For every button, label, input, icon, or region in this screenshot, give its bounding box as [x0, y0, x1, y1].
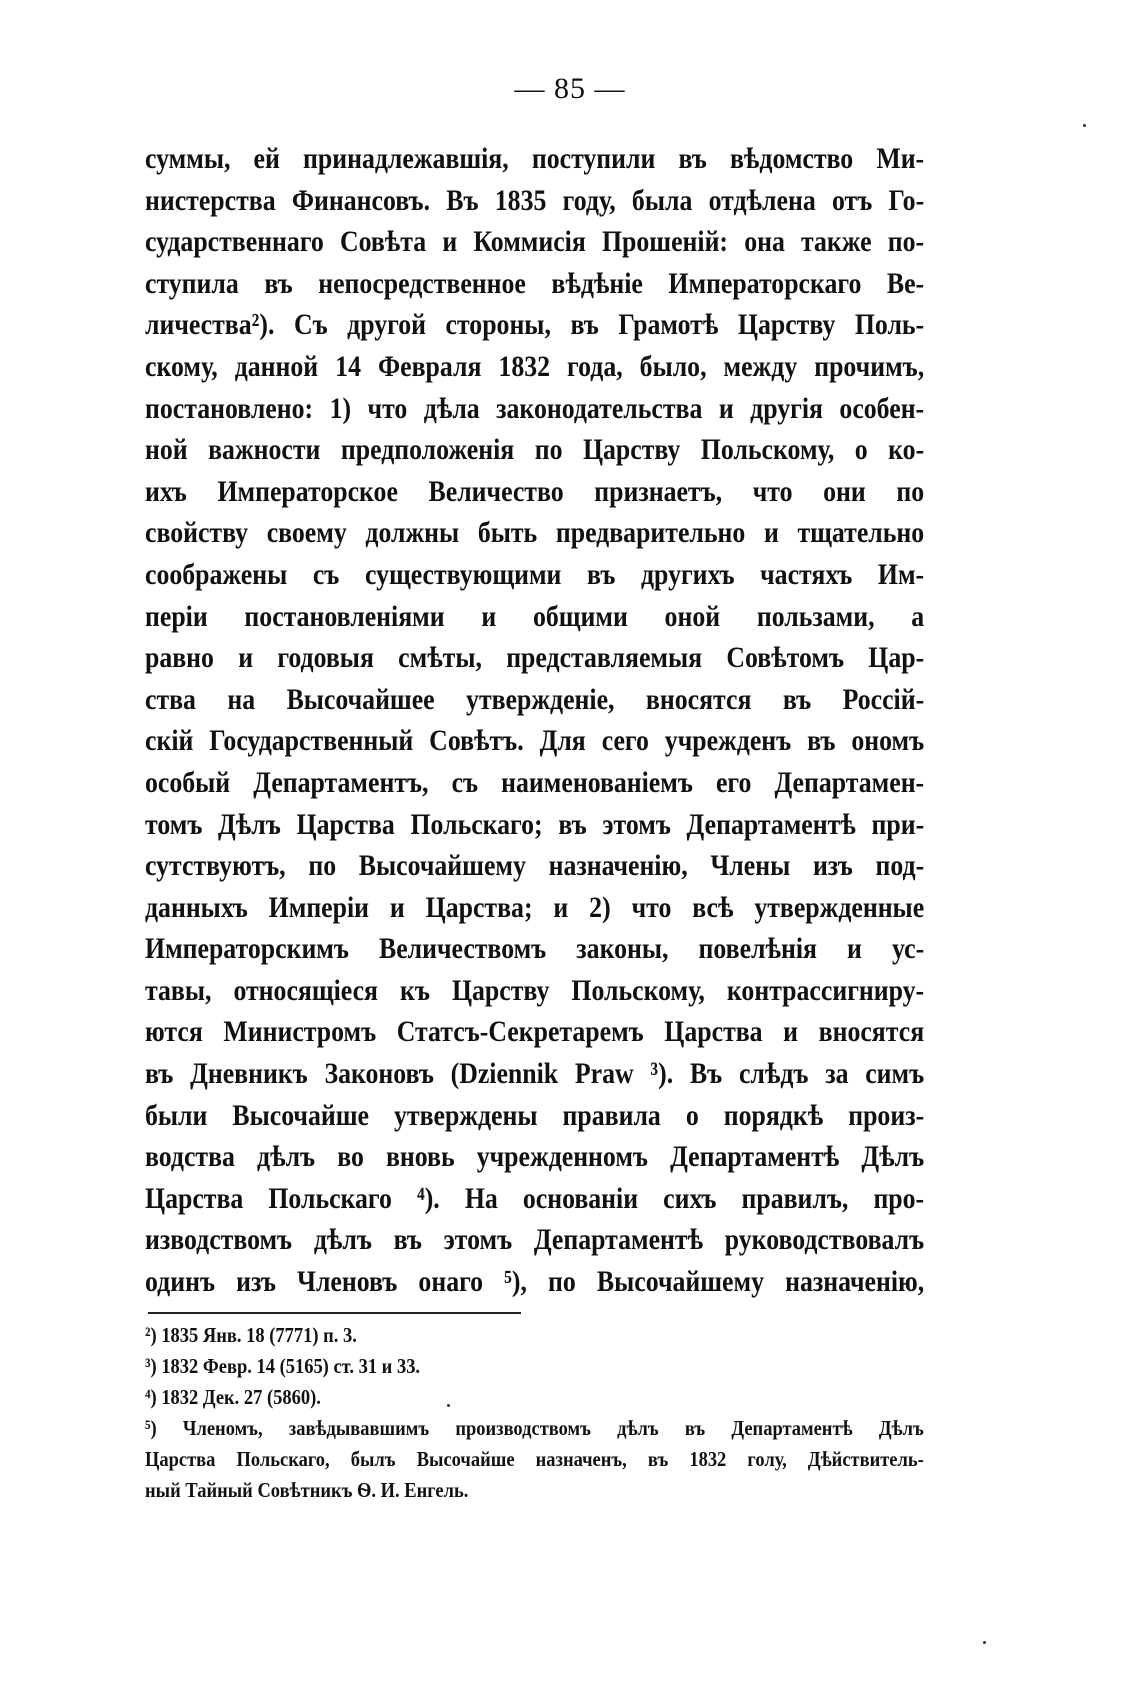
print-speck [447, 1404, 450, 1407]
footnote-line: ²) 1835 Янв. 18 (7771) п. 3. [145, 1323, 357, 1347]
text-line: водства дѣлъ во вновь учрежденномъ Департаментѣ Дѣлъ [145, 1140, 925, 1174]
text-line: ства на Высочайшее утвержденіе, вносятся въ Россій- [145, 682, 925, 716]
footnote-line: ³) 1832 Февр. 14 (5165) ст. 31 и 33. [145, 1354, 421, 1378]
footnote-line: ⁵) Членомъ, завѣдывавшимъ производствомъ дѣлъ въ Департаментѣ Дѣлъ [145, 1416, 924, 1440]
text-line: тавы, относящіеся къ Царству Польскому, контрассигниру- [145, 973, 925, 1007]
text-line: ной важности предположенія по Царству Польскому, о ко- [145, 433, 925, 467]
text-line: скому, данной 14 Февраля 1832 года, было, между прочимъ, [145, 349, 925, 383]
text-line: особый Департаментъ, съ наименованіемъ его Департамен- [145, 765, 925, 799]
text-line: Императорскимъ Величествомъ законы, повелѣнія и ус- [145, 932, 925, 966]
text-line: ступила въ непосредственное вѣдѣніе Императорскаго Ве- [145, 266, 925, 300]
footnote-line: Царства Польскаго, былъ Высочайше назначенъ, въ 1832 голу, Дѣйствитель- [145, 1447, 924, 1471]
text-line: скій Государственный Совѣтъ. Для сего учрежденъ въ ономъ [145, 724, 925, 758]
text-line: одинъ изъ Членовъ онаго ⁵), по Высочайшему назначенію, [145, 1265, 925, 1299]
footnote-line: ный Тайный Совѣтникъ Ѳ. И. Енгель. [145, 1478, 469, 1502]
text-line: постановлено: 1) что дѣла законодательства и другія особен- [145, 391, 925, 425]
text-line: въ Дневникъ Законовъ (Dziennik Praw ³). Въ слѣдъ за симъ [145, 1057, 925, 1091]
footnotes [145, 1320, 925, 1506]
text-line: Царства Польскаго ⁴). На основаніи сихъ правилъ, про- [145, 1181, 925, 1215]
text-line: свойству своему должны быть предварительно и тщательно [145, 516, 925, 550]
text-line: нистерства Финансовъ. Въ 1835 году, была отдѣлена отъ Го- [145, 183, 925, 217]
text-line: равно и годовыя смѣты, представляемыя Совѣтомъ Цар- [145, 641, 925, 675]
text-line: сутствуютъ, по Высочайшему назначенію, Члены изъ под- [145, 849, 925, 883]
print-speck [983, 1641, 986, 1644]
body-text [145, 138, 925, 1303]
text-line: ихъ Императорское Величество признаетъ, что они по [145, 474, 925, 508]
text-line: суммы, ей принадлежавшія, поступили въ вѣдомство Ми- [145, 142, 925, 175]
text-line: соображены съ существующими въ другихъ частяхъ Им- [145, 557, 925, 591]
footnote-line: ⁴) 1832 Дек. 27 (5860). [145, 1385, 321, 1409]
text-line: ются Министромъ Статсъ-Секретаремъ Царства и вносятся [145, 1015, 925, 1049]
page-number: — 85 — [514, 72, 626, 105]
text-line: были Высочайше утверждены правила о порядкѣ произ- [145, 1098, 925, 1132]
text-line: томъ Дѣлъ Царства Польскаго; въ этомъ Департаментѣ при- [145, 807, 925, 841]
text-line: изводствомъ дѣлъ въ этомъ Департаментѣ руководствовалъ [145, 1223, 925, 1257]
text-line: сударственнаго Совѣта и Коммисія Прошеній: она также по- [145, 225, 925, 259]
text-line: личества²). Съ другой стороны, въ Грамотѣ Царству Поль- [145, 308, 925, 342]
text-line: данныхъ Имперіи и Царства; и 2) что всѣ утвержденные [145, 890, 925, 924]
footnote-divider [148, 1312, 521, 1314]
text-line: періи постановленіями и общими оной пользами, а [145, 599, 925, 633]
print-speck [1083, 124, 1086, 127]
